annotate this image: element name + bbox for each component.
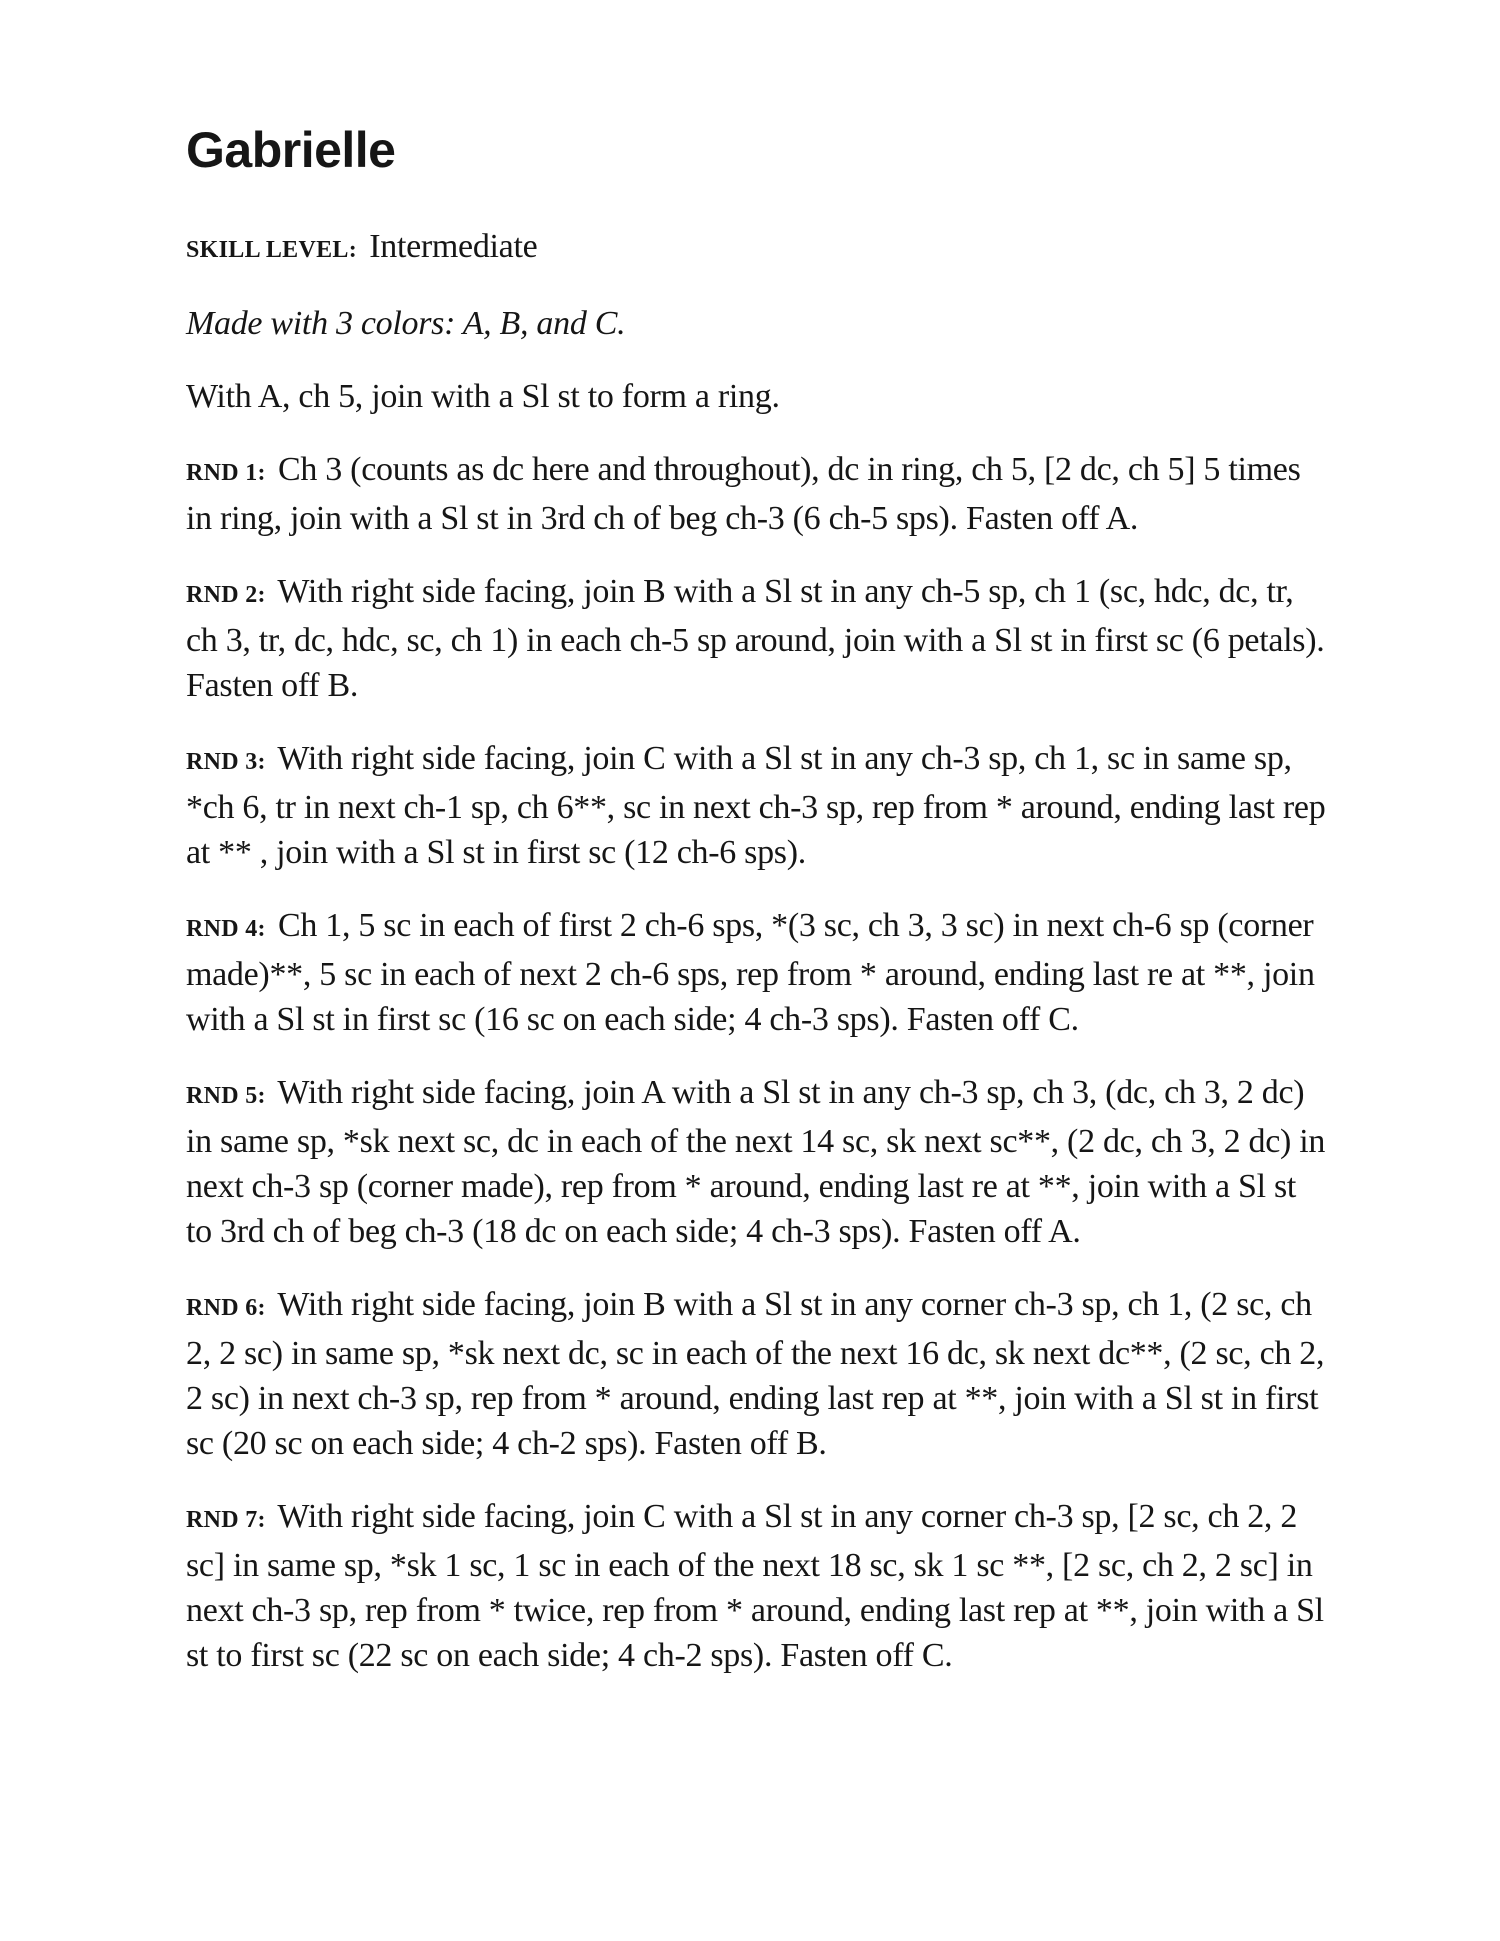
round-text: Ch 3 (counts as dc here and throughout), dc in ring, ch 5, [2 dc, ch 5] 5 times in ring, join with a Sl st in 3rd ch of beg ch-3 (6 ch-5 sps). Fasten off A. (186, 451, 1301, 537)
round-label: RND 6: (186, 1295, 266, 1321)
skill-level-label: SKILL LEVEL: (186, 237, 358, 263)
round-text: Ch 1, 5 sc in each of first 2 ch-6 sps, *(3 sc, ch 3, 3 sc) in next ch-6 sp (corner made)**, 5 sc in each of next 2 ch-6 sps, rep from * around, ending last re at **, join with a Sl st in first sc (16 sc on each side; 4 ch-3 sps). Fasten off C. (186, 907, 1315, 1038)
round-6 (186, 1282, 1326, 1466)
intro-instruction: With A, ch 5, join with a Sl st to form a ring. (186, 378, 780, 415)
page-title: Gabrielle (186, 122, 396, 178)
round-label: RND 7: (186, 1507, 266, 1533)
round-text: With right side facing, join A with a Sl st in any ch-3 sp, ch 3, (dc, ch 3, 2 dc) in same sp, *sk next sc, dc in each of the next 14 sc, sk next sc**, (2 dc, ch 3, 2 dc) in next ch-3 sp (corner made), rep from * around, ending last re at **, join with a Sl st to 3rd ch of beg ch-3 (18 dc on each side; 4 ch-3 sps). Fasten off A. (186, 1074, 1326, 1250)
round-text: With right side facing, join C with a Sl st in any corner ch-3 sp, [2 sc, ch 2, 2 sc] in same sp, *sk 1 sc, 1 sc in each of the next 18 sc, sk 1 sc **, [2 sc, ch 2, 2 sc] in next ch-3 sp, rep from * twice, rep from * around, ending last rep at **, join with a Sl st to first sc (22 sc on each side; 4 ch-2 sps). Fasten off C. (186, 1498, 1324, 1674)
round-label: RND 2: (186, 582, 266, 608)
round-label: RND 5: (186, 1083, 266, 1109)
round-1 (186, 447, 1326, 541)
round-label: RND 4: (186, 916, 266, 942)
round-2 (186, 569, 1326, 708)
round-label: RND 1: (186, 460, 266, 486)
skill-level-value: Intermediate (369, 228, 538, 265)
round-text: With right side facing, join C with a Sl st in any ch-3 sp, ch 1, sc in same sp, *ch 6, tr in next ch-1 sp, ch 6**, sc in next ch-3 sp, rep from * around, ending last rep at ** , join with a Sl st in first sc (12 ch-6 sps). (186, 740, 1326, 871)
round-text: With right side facing, join B with a Sl st in any ch-5 sp, ch 1 (sc, hdc, dc, tr, ch 3, tr, dc, hdc, sc, ch 1) in each ch-5 sp around, join with a Sl st in first sc (6 petals). Fasten off B. (186, 573, 1325, 704)
pattern-page (186, 120, 1326, 1706)
round-text: With right side facing, join B with a Sl st in any corner ch-3 sp, ch 1, (2 sc, ch 2, 2 sc) in same sp, *sk next dc, sc in each of the next 16 dc, sk next dc**, (2 sc, ch 2, 2 sc) in next ch-3 sp, rep from * around, ending last rep at **, join with a Sl st in first sc (20 sc on each side; 4 ch-2 sps). Fasten off B. (186, 1286, 1325, 1462)
round-4 (186, 903, 1326, 1042)
round-5 (186, 1070, 1326, 1254)
round-3 (186, 736, 1326, 875)
colors-note: Made with 3 colors: A, B, and C. (186, 305, 626, 342)
skill-level (186, 224, 1326, 273)
round-7 (186, 1494, 1326, 1678)
round-label: RND 3: (186, 749, 266, 775)
